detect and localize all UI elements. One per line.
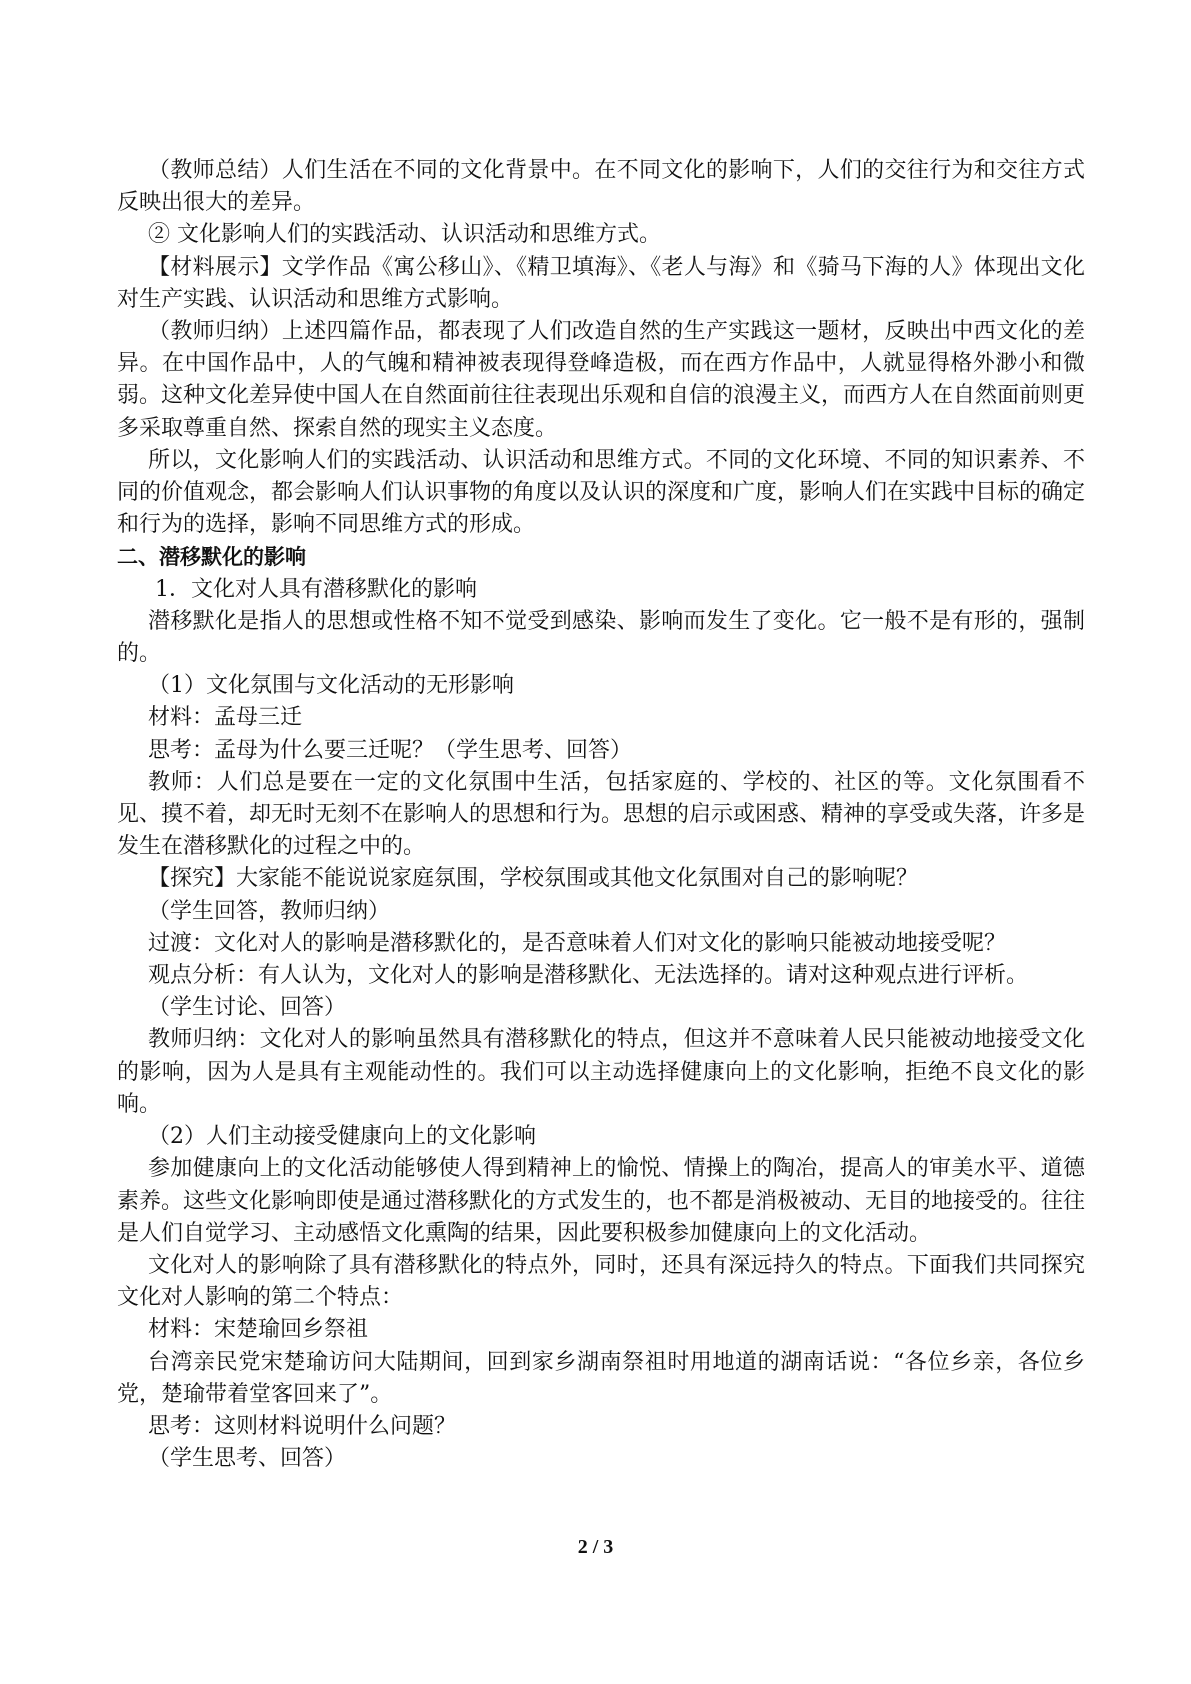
subsection-title-1-1: （1）文化氛围与文化活动的无形影响 <box>148 673 514 699</box>
paragraph-second-feature: 文化对人的影响除了具有潜移默化的特点外，同时，还具有深远持久的特点。下面我们共同探究文化对人影响的第二个特点： <box>117 1252 1085 1311</box>
paragraph-teacher: 教师：人们总是要在一定的文化氛围中生活，包括家庭的、学校的、社区的等。文化氛围看不见、摸不着，却无时无刻不在影响人的思想和行为。思想的启示或困惑、精神的享受或失落，许多是发生在潜移默化的过程之中的。 <box>117 769 1086 860</box>
paragraph-question: 思考：孟母为什么要三迁呢？（学生思考、回答） <box>148 737 633 763</box>
paragraph-question-2: 思考：这则材料说明什么问题？ <box>148 1413 457 1439</box>
paragraph-conclusion: 所以，文化影响人们的实践活动、认识活动和思维方式。不同的文化环境、不同的知识素养、不同的价值观念，都会影响人们认识事物的角度以及认识的深度和广度，影响人们在实践中目标的确定和行为的选择，影响不同思维方式的形成。 <box>117 447 1086 538</box>
paragraph-teacher-conclusion: 教师归纳：文化对人的影响虽然具有潜移默化的特点，但这并不意味着人民只能被动地接受文化的影响，因为人是具有主观能动性的。我们可以主动选择健康向上的文化影响，拒绝不良文化的影响。 <box>117 1027 1085 1117</box>
paragraph-explore: 【探究】大家能不能说说家庭氛围，学校氛围或其他文化氛围对自己的影响呢？ <box>148 866 919 892</box>
paragraph-student-answer-2: （学生思考、回答） <box>148 1446 347 1472</box>
paragraph-story: 台湾亲民党宋楚瑜访问大陆期间，回到家乡湖南祭祖时用地道的湖南话说：“各位乡亲，各位乡党，楚瑜带着堂客回来了”。 <box>117 1349 1085 1407</box>
paragraph-material-2: 材料：宋楚瑜回乡祭祖 <box>148 1317 369 1343</box>
paragraph-teacher-summary: （教师总结）人们生活在不同的文化背景中。在不同文化的影响下，人们的交往行为和交往方式反映出很大的差异。 <box>117 158 1085 216</box>
paragraph-student-answer: （学生回答，教师归纳） <box>148 898 391 924</box>
paragraph-material-display: 【材料展示】文学作品《寓公移山》、《精卫填海》、《老人与海》和《骑马下海的人》体现出文化对生产实践、认识活动和思维方式影响。 <box>117 254 1085 312</box>
document-body <box>117 155 1085 1475</box>
paragraph-healthy-activities: 参加健康向上的文化活动能够使人得到精神上的愉悦、情操上的陶冶，提高人的审美水平、道德素养。这些文化影响即使是通过潜移默化的方式发生的，也不都是消极被动、无目的地接受的。往往是人们自觉学习、主动感悟文化熏陶的结果，因此要积极参加健康向上的文化活动。 <box>117 1156 1086 1246</box>
paragraph-material: 材料：孟母三迁 <box>148 705 303 731</box>
subsection-title-1-2: （2）人们主动接受健康向上的文化影响 <box>148 1124 536 1150</box>
paragraph-student-discussion: （学生讨论、回答） <box>148 995 347 1021</box>
subsection-title-1: 1．文化对人具有潜移默化的影响 <box>155 576 477 602</box>
section-heading: 二、潜移默化的影响 <box>117 545 306 570</box>
page-number: 2 / 3 <box>577 1536 614 1558</box>
paragraph-transition: 过渡：文化对人的影响是潜移默化的，是否意味着人们对文化的影响只能被动地接受呢？ <box>148 930 1007 956</box>
paragraph-teacher-induction: （教师归纳）上述四篇作品，都表现了人们改造自然的生产实践这一题材，反映出中西文化的差异。在中国作品中，人的气魄和精神被表现得登峰造极，而在西方作品中，人就显得格外渺小和微弱。这种文化差异使中国人在自然面前往往表现出乐观和自信的浪漫主义，而西方人在自然面前则更多采取尊重自然、探索自然的现实主义态度。 <box>117 319 1086 441</box>
paragraph-point-2: ② 文化影响人们的实践活动、认识活动和思维方式。 <box>148 222 661 248</box>
paragraph-definition: 潜移默化是指人的思想或性格不知不觉受到感染、影响而发生了变化。它一般不是有形的，强制的。 <box>117 608 1085 667</box>
paragraph-viewpoint-analysis: 观点分析：有人认为，文化对人的影响是潜移默化、无法选择的。请对这种观点进行评析。 <box>148 963 1029 989</box>
